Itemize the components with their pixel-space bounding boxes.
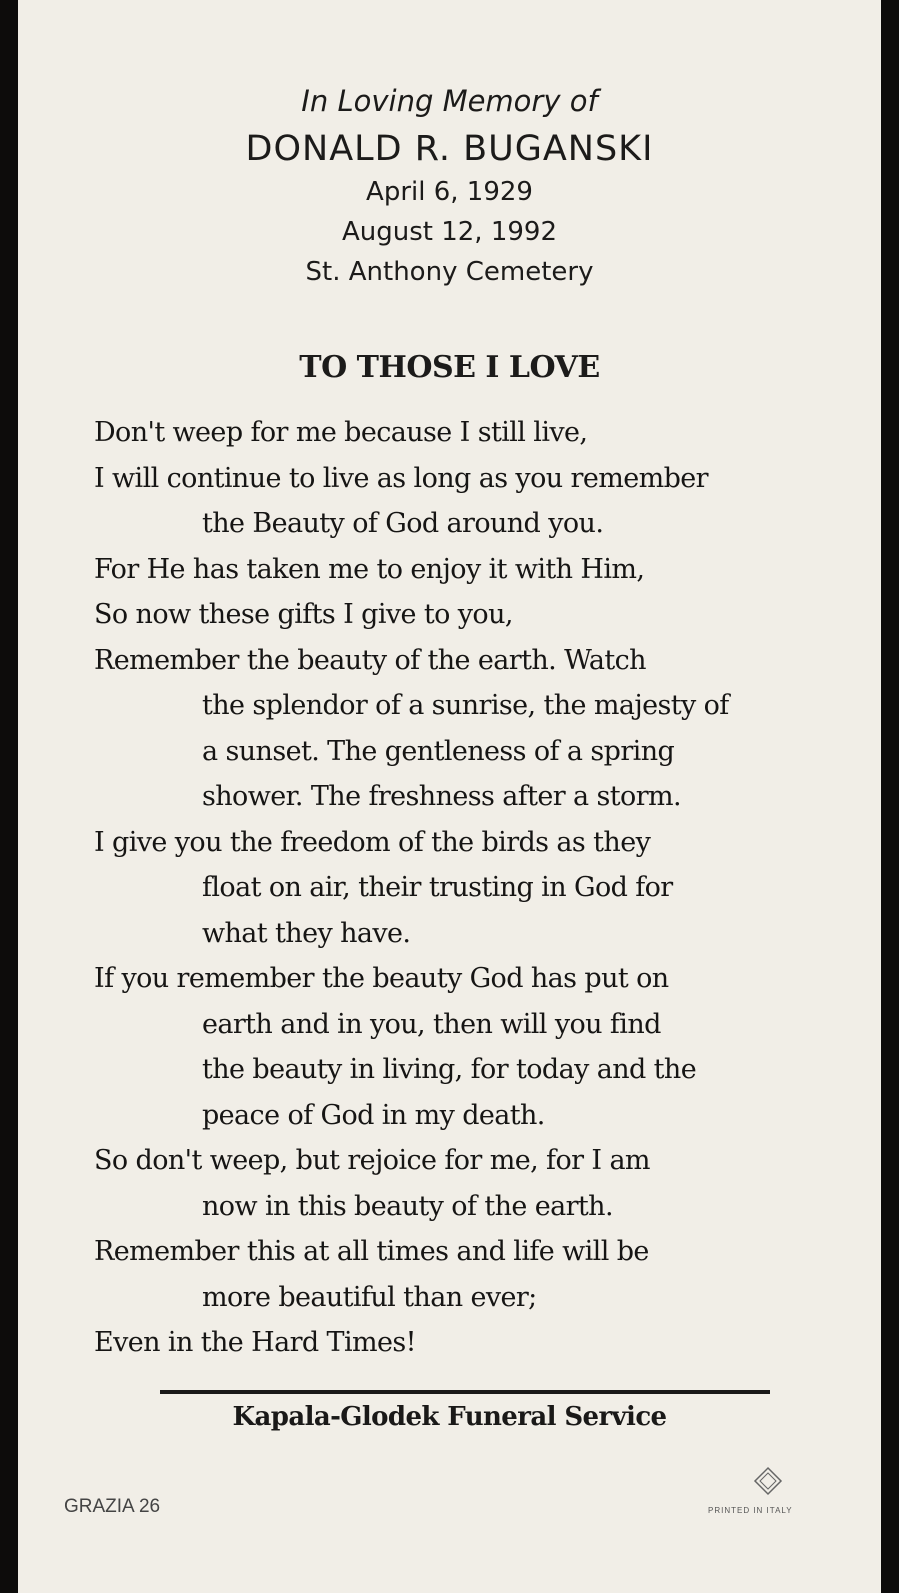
- poem-line: Even in the Hard Times!: [94, 1327, 416, 1358]
- poem-line: the splendor of a sunrise, the majesty of: [202, 690, 729, 721]
- poem-line: Remember this at all times and life will be: [94, 1236, 649, 1267]
- poem-line: float on air, their trusting in God for: [202, 872, 673, 903]
- divider-line: [160, 1390, 770, 1394]
- death-date: August 12, 1992: [341, 217, 558, 247]
- publisher-diamond-logo-icon: [753, 1466, 783, 1496]
- poem-line: more beautiful than ever;: [202, 1281, 537, 1313]
- poem-line: the beauty in living, for today and the: [202, 1054, 697, 1085]
- printed-in-label: PRINTED IN ITALY: [708, 1506, 793, 1515]
- poem-line: I give you the freedom of the birds as they: [94, 826, 651, 858]
- poem-line: now in this beauty of the earth.: [202, 1190, 613, 1222]
- memorial-intro: In Loving Memory of: [301, 84, 598, 118]
- poem-line: a sunset. The gentleness of a spring: [202, 735, 675, 767]
- poem-body: [94, 410, 874, 1366]
- poem-line: If you remember the beauty God has put on: [94, 963, 669, 994]
- birth-date: April 6, 1929: [366, 177, 533, 207]
- poem-line: Don't weep for me because I still live,: [94, 417, 588, 448]
- poem-line: peace of God in my death.: [202, 1099, 545, 1131]
- poem-title: TO THOSE I LOVE: [299, 350, 600, 385]
- series-code: GRAZIA 26: [64, 1496, 161, 1517]
- poem-line: earth and in you, then will you find: [202, 1008, 661, 1040]
- poem-line: So don't weep, but rejoice for me, for I am: [94, 1145, 650, 1176]
- deceased-name: DONALD R. BUGANSKI: [245, 129, 654, 169]
- poem-line: For He has taken me to enjoy it with Him,: [94, 553, 645, 585]
- card-header: [18, 80, 881, 292]
- poem-line: So now these gifts I give to you,: [94, 599, 513, 630]
- burial-place: St. Anthony Cemetery: [305, 257, 594, 287]
- poem-line: Remember the beauty of the earth. Watch: [94, 644, 646, 676]
- poem-line: shower. The freshness after a storm.: [202, 781, 681, 812]
- poem-line: I will continue to live as long as you remember: [94, 462, 708, 494]
- poem-line: what they have.: [202, 917, 411, 949]
- funeral-home-name: Kapala-Glodek Funeral Service: [232, 1402, 667, 1432]
- poem-line: the Beauty of God around you.: [202, 508, 604, 539]
- memorial-card: [18, 0, 881, 1593]
